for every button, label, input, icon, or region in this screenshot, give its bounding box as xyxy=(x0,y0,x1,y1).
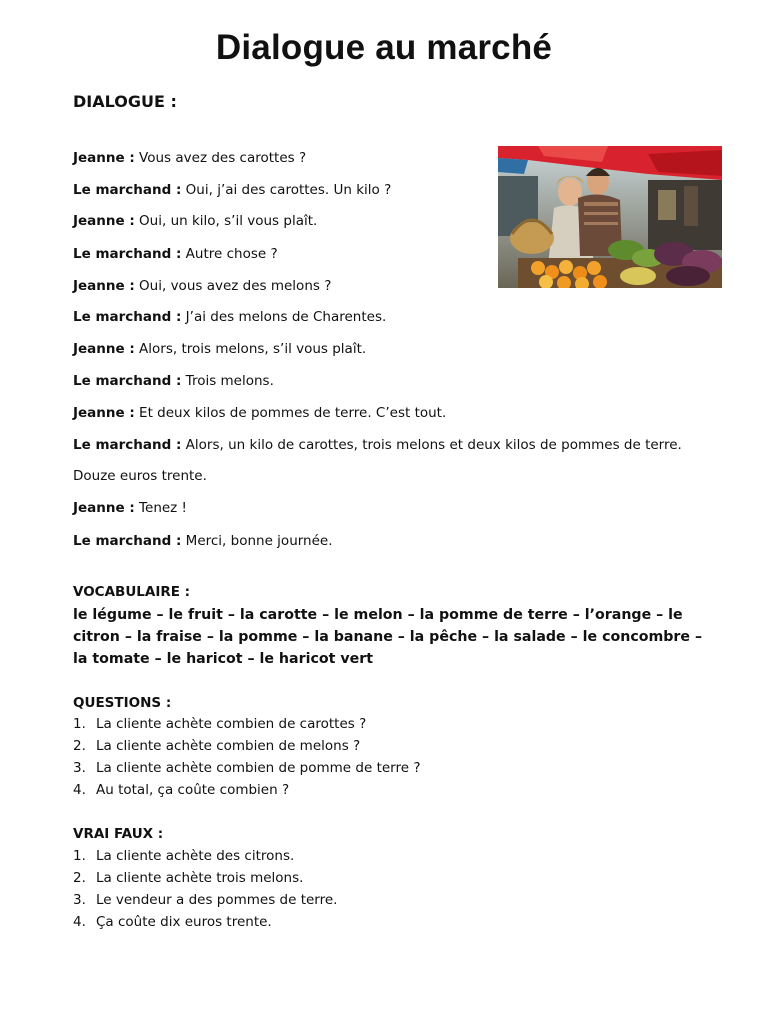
vocabulary-text: le légume – le fruit – la carotte – le melon – la pomme de terre – l’orange – le citron – la fraise – la pomme – la banane – la pêche – la salade – le concombre – la tomate – le haricot – le haricot vert xyxy=(73,607,703,667)
item-number: 1. xyxy=(73,848,86,864)
dialogue-text: Et deux kilos de pommes de terre. C’est tout. xyxy=(134,405,447,421)
list-item xyxy=(73,845,337,867)
speaker-label: Jeanne : xyxy=(73,278,135,294)
dialogue-text: Tenez ! xyxy=(134,500,187,516)
speaker-label: Jeanne : xyxy=(73,213,135,229)
questions-list xyxy=(73,713,421,801)
list-item xyxy=(73,889,337,911)
market-illustration xyxy=(498,146,722,288)
speaker-label: Le marchand : xyxy=(73,437,182,453)
speaker-label: Le marchand : xyxy=(73,246,182,262)
dialogue-heading: DIALOGUE : xyxy=(73,92,177,111)
item-text: La cliente achète trois melons. xyxy=(96,870,304,886)
dialogue-text: Autre chose ? xyxy=(181,246,278,262)
dialogue-line xyxy=(73,405,446,421)
list-item xyxy=(73,757,421,779)
list-item xyxy=(73,779,421,801)
speaker-label: Le marchand : xyxy=(73,373,182,389)
dialogue-text: Oui, j’ai des carottes. Un kilo ? xyxy=(181,182,392,198)
dialogue-line xyxy=(73,373,274,389)
dialogue-line xyxy=(73,182,391,198)
dialogue-text: Oui, vous avez des melons ? xyxy=(134,278,332,294)
dialogue-line xyxy=(73,309,386,325)
item-text: Le vendeur a des pommes de terre. xyxy=(96,892,338,908)
list-item xyxy=(73,735,421,757)
vocabulary-heading: VOCABULAIRE : xyxy=(73,584,191,600)
speaker-label: Le marchand : xyxy=(73,309,182,325)
dialogue-text: Alors, un kilo de carottes, trois melons et deux kilos de pommes de terre. xyxy=(181,437,682,453)
item-number: 3. xyxy=(73,892,86,908)
dialogue-line xyxy=(73,437,682,453)
item-number: 4. xyxy=(73,914,86,930)
dialogue-text: Alors, trois melons, s’il vous plaît. xyxy=(134,341,367,357)
truefalse-heading: VRAI FAUX : xyxy=(73,826,164,842)
item-number: 1. xyxy=(73,716,86,732)
dialogue-line xyxy=(73,150,306,166)
page-title: Dialogue au marché xyxy=(215,28,553,67)
dialogue-text: Trois melons. xyxy=(181,373,274,389)
dialogue-text: Douze euros trente. xyxy=(73,468,207,484)
item-text: La cliente achète combien de melons ? xyxy=(96,738,361,754)
item-text: Ça coûte dix euros trente. xyxy=(96,914,272,930)
item-text: La cliente achète combien de carottes ? xyxy=(96,716,367,732)
item-text: Au total, ça coûte combien ? xyxy=(96,782,290,798)
dialogue-line xyxy=(73,278,331,294)
dialogue-line xyxy=(73,533,333,549)
speaker-label: Le marchand : xyxy=(73,182,182,198)
item-number: 2. xyxy=(73,870,86,886)
item-number: 3. xyxy=(73,760,86,776)
list-item xyxy=(73,911,337,933)
speaker-label: Le marchand : xyxy=(73,533,182,549)
speaker-label: Jeanne : xyxy=(73,150,135,166)
dialogue-line xyxy=(73,213,317,229)
item-text: La cliente achète des citrons. xyxy=(96,848,295,864)
speaker-label: Jeanne : xyxy=(73,405,135,421)
dialogue-text: Oui, un kilo, s’il vous plaît. xyxy=(134,213,318,229)
dialogue-line xyxy=(73,500,187,516)
speaker-label: Jeanne : xyxy=(73,341,135,357)
item-number: 2. xyxy=(73,738,86,754)
speaker-label: Jeanne : xyxy=(73,500,135,516)
list-item xyxy=(73,867,337,889)
questions-heading: QUESTIONS : xyxy=(73,695,172,711)
market-photo xyxy=(498,146,722,288)
dialogue-text: Vous avez des carottes ? xyxy=(134,150,307,166)
dialogue-line xyxy=(73,246,278,262)
item-text: La cliente achète combien de pomme de terre ? xyxy=(96,760,421,776)
dialogue-text: J’ai des melons de Charentes. xyxy=(181,309,387,325)
dialogue-line xyxy=(73,341,366,357)
list-item xyxy=(73,713,421,735)
item-number: 4. xyxy=(73,782,86,798)
truefalse-list xyxy=(73,845,337,933)
dialogue-text: Merci, bonne journée. xyxy=(181,533,333,549)
dialogue-line xyxy=(73,468,207,484)
